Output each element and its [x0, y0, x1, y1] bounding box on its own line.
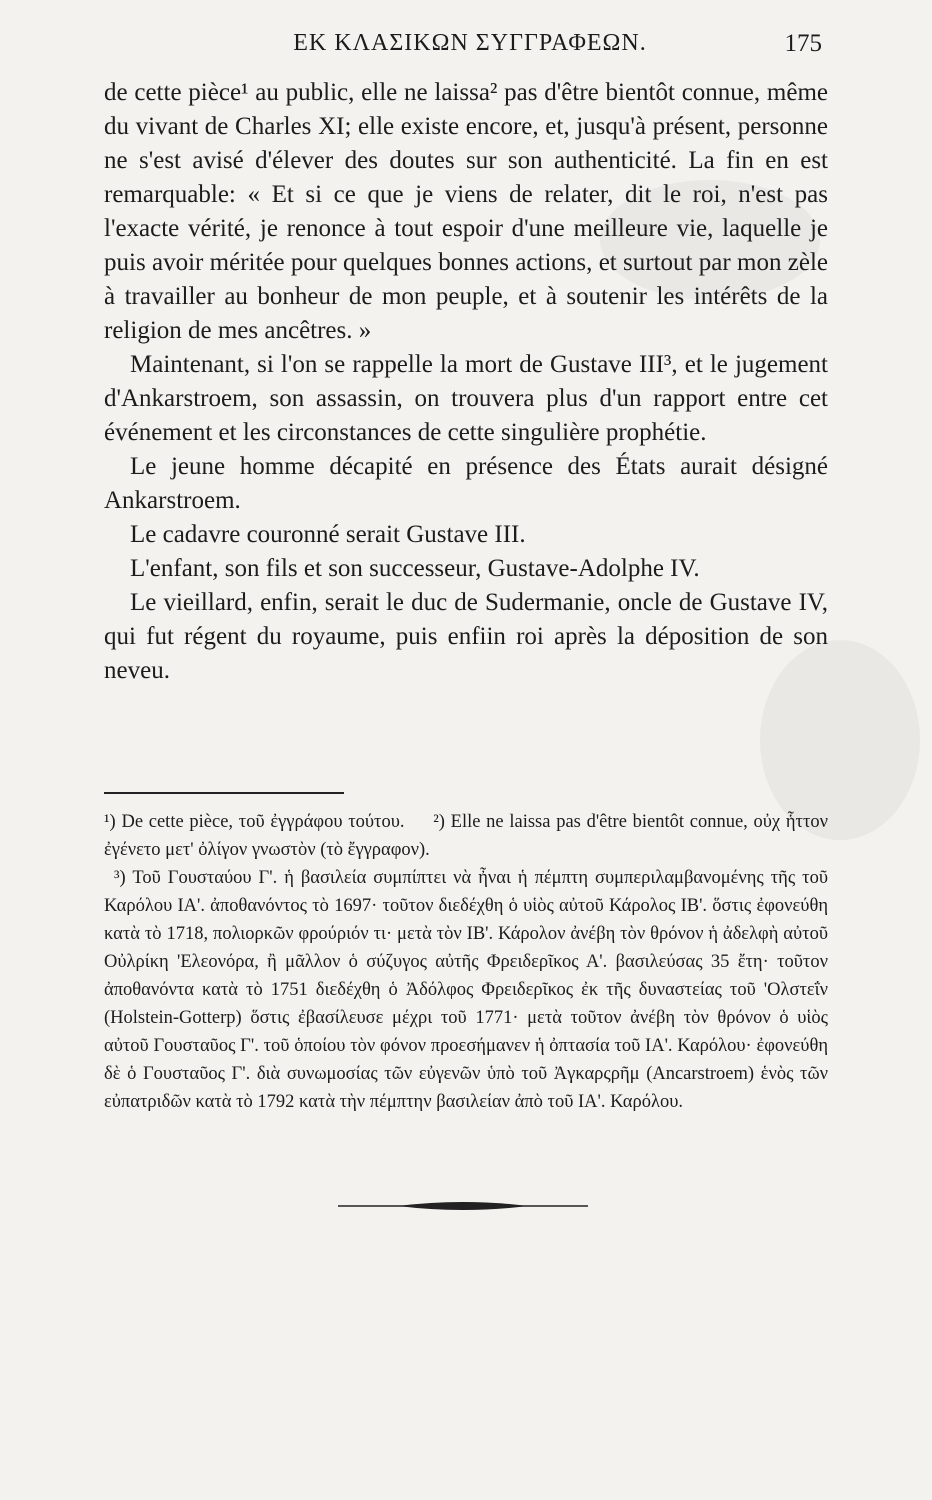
running-head: ΕΚ ΚΛΑΣΙΚΩΝ ΣΥΓΓΡΑΦΕΩΝ.: [293, 30, 647, 56]
footnote-text: Τοῦ Γουσταύου Γ'. ἡ βασιλεία συμπίπτει νὰ ἦναι ἡ πέμπτη συμπεριλαμβανομένης τῆς τοῦ Καρόλου ΙΑ'. ἀποθανόντος τὸ 1697· τοῦτον διεδέχθη ὁ υἱὸς αὐτοῦ Κάρολος ΙΒ'. ὅστις ἐφονεύθη κατὰ τὸ 1718, πολιορκῶν φρούριόν τι· μετὰ τὸν ΙΒ'. Κάρολον ἀνέβη τὸν θρόνον ἡ ἀδελφὴ αὐτοῦ Οὐλρίκη 'Ελεονόρα, ἢ μᾶλλον ὁ σύζυγος αὐτῆς Φρειδερῖκος Α'. βασιλεύσας 35 ἔτη· τοῦτον ἀποθανόντα κατὰ τὸ 1751 διεδέχθη ὁ Ἀδόλφος Φρειδερῖκος ἐκ τῆς δυναστείας τοῦ 'Ολστεΐν (Holstein-Gotterp) ὅστις ἐβασίλευσε μέχρι τοῦ 1771· μετὰ τοῦτον ἀνέβη τὸν θρόνον ὁ υἱὸς αὐτοῦ Γουσταῦος Γ'. τοῦ ὁποίου τὸν φόνον προεσήμανεν ἡ ὀπτασία τοῦ ΙΑ'. Καρόλου· ἐφονεύθη δὲ ὁ Γουσταῦος Γ'. διὰ συνωμοσίας τῶν εὐγενῶν ὑπὸ τοῦ Ἀγκαρςρῆμ (Ancarstroem) ἑνὸς τῶν εὐπατριδῶν κατὰ τὸ 1792 κατὰ τὴν πέμπτην βασιλείαν ἀπὸ τοῦ ΙΑ'. Καρόλου.: [104, 868, 828, 1112]
end-ornament-icon: [338, 1200, 588, 1212]
main-text: [104, 76, 828, 688]
footnotes: [104, 808, 828, 1116]
paragraph: Maintenant, si l'on se rappelle la mort de Gustave III³, et le jugement d'Ankarstroem, son assassin, on trouvera plus d'un rapport entre cet événement et les circonstances de cette singulière prophétie.: [104, 351, 828, 446]
footnote-3: [104, 864, 828, 1116]
footnote-marker: ³): [114, 868, 126, 888]
footnote-text: Elle ne laissa pas d'être bientôt connue, οὐχ ἧττον ἐγένετο μετ' ὀλίγον γνωστὸν (τὸ ἔγγραφον).: [104, 812, 829, 860]
footnote-separator: [104, 792, 344, 794]
paragraph: de cette pièce¹ au public, elle ne laissa² pas d'être bientôt connue, même du vivant de Charles XI; elle existe encore, et, jusqu'à présent, personne ne s'est avisé d'élever des doutes sur son authenticité. La fin en est remarquable: « Et si ce que je viens de relater, dit le roi, n'est pas l'exacte vérité, je renonce à tout espoir d'une meilleure vie, laquelle je puis avoir méritée pour quelques bonnes actions, et surtout par mon zèle à travailler au bonheur de mon peuple, et à soutenir les intérêts de la religion de mes ancêtres. »: [104, 79, 828, 344]
footnote-text: De cette pièce, τοῦ ἐγγράφου τούτου.: [121, 812, 405, 832]
paragraph: Le vieillard, enfin, serait le duc de Sudermanie, oncle de Gustave IV, qui fut régent du royaume, puis enfiin roi après la déposition de son neveu.: [104, 589, 828, 684]
paragraph: Le cadavre couronné serait Gustave III.: [130, 521, 526, 548]
page-number: 175: [784, 30, 822, 57]
paragraph: Le jeune homme décapité en présence des États aurait désigné Ankarstroem.: [104, 453, 828, 514]
footnote-1-2: [104, 808, 828, 864]
footnote-marker: ²): [433, 812, 445, 832]
paragraph: L'enfant, son fils et son successeur, Gustave-Adolphe IV.: [130, 555, 700, 582]
footnote-marker: ¹): [104, 812, 116, 832]
